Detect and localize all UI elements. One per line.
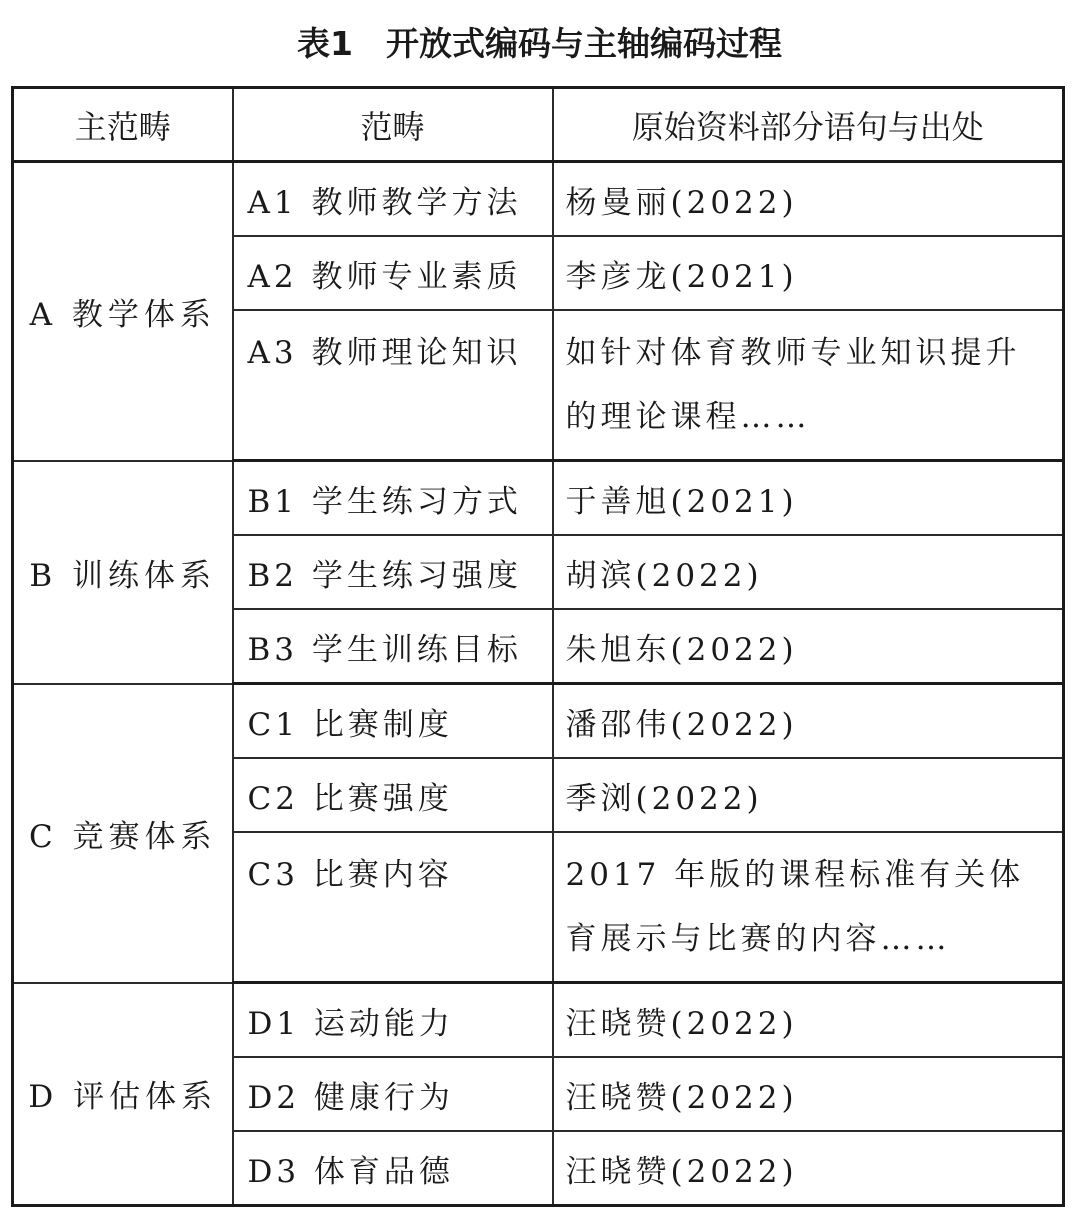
main-category-cell: A 教学体系 <box>13 162 233 461</box>
source-cell: 潘邵伟(2022) <box>553 684 1064 759</box>
category-cell: B1 学生练习方式 <box>233 461 553 536</box>
source-cell: 朱旭东(2022) <box>553 609 1064 684</box>
source-cell: 2017 年版的课程标准有关体育展示与比赛的内容…… <box>553 832 1064 983</box>
category-cell: B2 学生练习强度 <box>233 535 553 609</box>
table-row <box>13 461 1064 536</box>
header-row <box>13 88 1064 162</box>
table-row <box>13 162 1064 237</box>
category-cell: C2 比赛强度 <box>233 758 553 832</box>
header-source: 原始资料部分语句与出处 <box>553 88 1064 162</box>
category-cell: D3 体育品德 <box>233 1131 553 1206</box>
category-cell: D1 运动能力 <box>233 983 553 1058</box>
category-cell: A2 教师专业素质 <box>233 236 553 310</box>
source-cell: 汪晓赞(2022) <box>553 1131 1064 1206</box>
category-cell: B3 学生训练目标 <box>233 609 553 684</box>
source-cell: 于善旭(2021) <box>553 461 1064 536</box>
header-main-category: 主范畴 <box>13 88 233 162</box>
category-cell: C3 比赛内容 <box>233 832 553 983</box>
source-cell: 汪晓赞(2022) <box>553 1057 1064 1131</box>
source-cell: 李彦龙(2021) <box>553 236 1064 310</box>
source-cell: 杨曼丽(2022) <box>553 162 1064 237</box>
coding-table <box>11 86 1065 1207</box>
main-category-cell: B 训练体系 <box>13 461 233 684</box>
category-cell: A3 教师理论知识 <box>233 310 553 461</box>
main-category-cell: C 竞赛体系 <box>13 684 233 983</box>
header-category: 范畴 <box>233 88 553 162</box>
source-cell: 季浏(2022) <box>553 758 1064 832</box>
source-cell: 汪晓赞(2022) <box>553 983 1064 1058</box>
category-cell: D2 健康行为 <box>233 1057 553 1131</box>
source-cell: 如针对体育教师专业知识提升的理论课程…… <box>553 310 1064 461</box>
main-category-cell: D 评估体系 <box>13 983 233 1206</box>
table-title: 表1 开放式编码与主轴编码过程 <box>297 24 782 63</box>
table-row <box>13 983 1064 1058</box>
category-cell: A1 教师教学方法 <box>233 162 553 237</box>
table-row <box>13 684 1064 759</box>
source-cell: 胡滨(2022) <box>553 535 1064 609</box>
category-cell: C1 比赛制度 <box>233 684 553 759</box>
